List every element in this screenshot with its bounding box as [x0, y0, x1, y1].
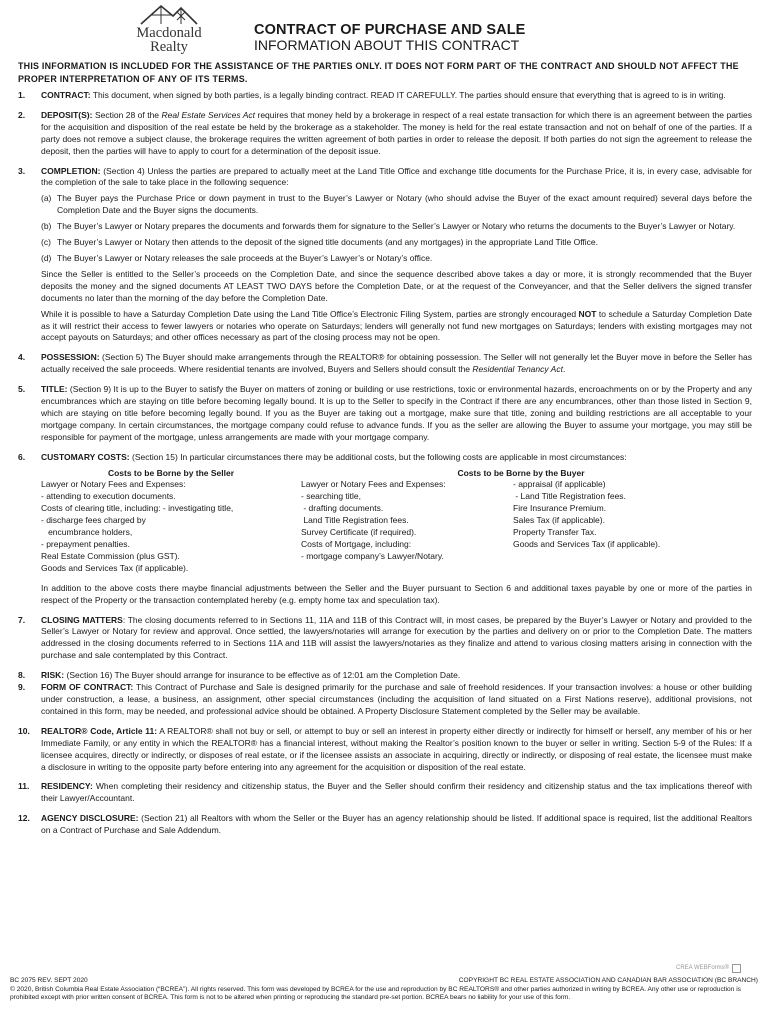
- seller-cost-line: Lawyer or Notary Fees and Expenses:: [41, 479, 186, 490]
- buyer-cost-line: Sales Tax (if applicable).: [513, 515, 605, 526]
- section-text: When completing their residency and citizenship status, the Buyer and the Seller should confirm their residency and citizenship status and the tax implications thereof with their Lawyer/Accountant.: [41, 781, 752, 804]
- section-heading: COMPLETION:: [41, 165, 101, 176]
- section-text: (Section 16) The Buyer should arrange for insurance to be effective as of 12:01 am the Completion Date.: [64, 670, 461, 681]
- section-number: 9.: [18, 682, 26, 693]
- header: [254, 22, 554, 53]
- section-text: (Section 5) The Buyer should make arrangements through the REALTOR® for obtaining possession. The Seller will not generally let the Buyer move in before the Seller has actually received the sale proceeds. Where residential tenants are involved, Buyers and Sellers should consult the: [41, 352, 752, 375]
- list-item: [41, 237, 752, 249]
- section-text-end: .: [562, 364, 566, 375]
- section-title: [18, 384, 752, 444]
- section-number: 6.: [18, 451, 26, 462]
- section-heading: REALTOR® Code, Article 11:: [41, 725, 158, 736]
- act-name: Real Estate Services Act: [161, 109, 256, 120]
- section-text: : The closing documents referred to in Sections 11, 11A and 11B of this Contract will, in most cases, be prepared by the Buyer’s Lawyer or Notary and provided to the Seller’s Lawyer or Notary for review and approval. Once settled, the lawyers/notaries will arrange for execution by the parties and delivery on or prior to the Completion Date. The matters addressed in the closing documents referred to in Sections 11A and 11B will assist the lawyers/notaries as they finalize and attend to various closing matters arising in connection with the purchase and sale contemplated by this Contract.: [41, 614, 752, 661]
- form-id: BC 2075 REV. SEPT 2020: [10, 977, 88, 984]
- buyer-cost-line: - appraisal (if applicable): [513, 479, 606, 490]
- seller-cost-line: Costs of clearing title, including: - investigating title,: [41, 503, 234, 514]
- copyright-text: © 2020, British Columbia Real Estate Association (“BCREA”). All rights reserved. This form was developed by BCREA for the use and reproduction by BC REALTORS® and other parties authorized in writing by BCREA. Any other use or reproduction is prohibited except with prior written consent of BCREA. This form is not to be altered when printing or reproducing the standard pre-set portion. BCREA bears no liability for your use of this form.: [10, 985, 741, 1002]
- section-text: (Section 15) In particular circumstances there may be additional costs, but the following costs are applicable in most circumstances:: [129, 451, 627, 462]
- section-heading: RESIDENCY:: [41, 781, 93, 792]
- buyer-cost-line: - Land Title Registration fees.: [513, 491, 626, 502]
- buyer-costs-heading: Costs to be Borne by the Buyer: [457, 467, 585, 478]
- section-heading: AGENCY DISCLOSURE:: [41, 813, 139, 824]
- seller-cost-line: encumbrance holders,: [41, 527, 133, 538]
- sections-list: [18, 90, 752, 845]
- costs-table: [41, 468, 752, 575]
- logo-line-2: Realty: [150, 39, 188, 55]
- section-number: 11.: [18, 781, 30, 792]
- section-number: 5.: [18, 384, 26, 395]
- act-name: Residential Tenancy Act: [472, 364, 563, 375]
- additional-costs-paragraph: In addition to the above costs there maybe financial adjustments between the Seller and the Buyer pursuant to Section 6 and additional taxes payable by one or more of the parties in respect of the Property or the transaction contemplated hereby (e.g. empty home tax and speculation tax).: [41, 582, 752, 605]
- section-number: 7.: [18, 614, 26, 625]
- list-label: (d): [41, 252, 52, 263]
- seller-cost-line: - discharge fees charged by: [41, 515, 146, 526]
- section-risk: [18, 670, 752, 682]
- section-deposits: [18, 110, 752, 158]
- buyer-cost-line: Fire Insurance Premium.: [513, 503, 607, 514]
- section-heading: CUSTOMARY COSTS:: [41, 451, 130, 462]
- section-closing-matters: [18, 615, 752, 663]
- buyer-cost-line: - drafting documents.: [301, 503, 384, 514]
- section-heading: CONTRACT:: [41, 90, 91, 100]
- section-heading: CLOSING MATTERS: [41, 614, 123, 625]
- list-item: [41, 253, 752, 265]
- page-footer: [10, 977, 758, 1003]
- section-number: 8.: [18, 670, 26, 681]
- buyer-cost-line: Lawyer or Notary Fees and Expenses:: [301, 479, 446, 490]
- section-contract: [18, 90, 752, 102]
- buyer-cost-line: - mortgage company’s Lawyer/Notary.: [301, 550, 444, 561]
- section-text: requires that money held by a brokerage in respect of a real estate transaction for which there is an agreement between the parties for the acquisition and disposition of the real estate be held by the brokerage as a stakeholder. The money is held for the real estate transaction and not on behalf of one of the parties. If a party does not remove a subject clause, the brokerage requires the written agreement of both parties in order to release the deposit. If both parties do not sign the agreement to release the deposit, then the parties will have to apply to court for a determination of the deposit issue.: [41, 109, 752, 156]
- section-number: 1.: [18, 90, 26, 100]
- section-heading: FORM OF CONTRACT:: [41, 682, 134, 693]
- section-text: Section 28 of the: [92, 109, 162, 120]
- seller-cost-line: - attending to execution documents.: [41, 491, 176, 502]
- crea-logo-icon: [732, 964, 741, 973]
- list-label: (c): [41, 237, 51, 248]
- section-completion: [18, 166, 752, 345]
- section-customary-costs: [18, 452, 752, 607]
- section-text: (Section 21) all Realtors with whom the Seller or the Buyer has an agency relationship should be listed. If additional space is required, list the additional Realtors on a Contract of Purchase and Sale Addendum.: [41, 813, 752, 836]
- section-heading: TITLE:: [41, 384, 68, 395]
- seller-cost-line: - prepayment penalties.: [41, 539, 130, 549]
- crea-webforms-watermark: [676, 962, 756, 974]
- page-subtitle: INFORMATION ABOUT THIS CONTRACT: [254, 37, 520, 53]
- intro-notice: THIS INFORMATION IS INCLUDED FOR THE ASSISTANCE OF THE PARTIES ONLY. IT DOES NOT FORM PART OF THE CONTRACT AND SHOULD NOT AFFECT THE PROPER INTERPRETATION OF ANY OF ITS TERMS.: [18, 61, 739, 85]
- buyer-cost-line: Costs of Mortgage, including:: [301, 539, 412, 549]
- buyer-cost-line: Land Title Registration fees.: [301, 515, 409, 526]
- list-text: The Buyer’s Lawyer or Notary releases the sale proceeds at the Buyer’s Lawyer’s or Notary’s office.: [57, 252, 433, 263]
- section-number: 4.: [18, 352, 26, 363]
- seller-costs-heading: Costs to be Borne by the Seller: [107, 467, 235, 478]
- paragraph-text: While it is possible to have a Saturday Completion Date using the Land Title Office’s Electronic Filing System, parties are strongly encouraged: [41, 308, 579, 319]
- copyright-heading: COPYRIGHT BC REAL ESTATE ASSOCIATION AND CANADIAN BAR ASSOCIATION (BC BRANCH): [458, 977, 758, 984]
- section-number: 12.: [18, 813, 30, 824]
- list-text: The Buyer’s Lawyer or Notary then attends to the deposit of the signed title documents (and any mortgages) in the appropriate Land Title Office.: [57, 237, 599, 248]
- section-text: This Contract of Purchase and Sale is designed primarily for the purchase and sale of freehold residences. If your transaction involves: a house or other building under construction, a lease, a business, an assignment, other special circumstances (including the acquisition of land situated on a First Nations reserve), additional provisions, not contained in this form, may be needed, and professional advice should be obtained. A Property Disclosure Statement completed by the Seller may be available.: [41, 682, 752, 716]
- list-item: [41, 221, 752, 233]
- seller-cost-line: Real Estate Commission (plus GST).: [41, 550, 180, 561]
- buyer-cost-line: Goods and Services Tax (if applicable).: [513, 539, 661, 549]
- section-residency: [18, 781, 752, 805]
- buyer-cost-line: Property Transfer Tax.: [513, 527, 597, 538]
- buyer-costs-column: [301, 468, 741, 575]
- buyer-cost-line: Survey Certificate (if required).: [301, 527, 417, 538]
- section-realtor-code: [18, 726, 752, 774]
- watermark-text: CREA WEBForms®: [676, 965, 730, 971]
- section-text: (Section 9) It is up to the Buyer to satisfy the Buyer on matters of zoning or building or use restrictions, toxic or environmental hazards, encroachments on or by the Property and any encumbrances which are staying on title before becoming legally bound. It is up to the Seller to specify in the Contract if there are any encumbrances, other than those listed in Section 9, which are staying on title before becoming legally bound. If you as the Buyer are taking out a mortgage, make sure that title, zoning and building restrictions are all acceptable to your mortgage company. In certain circumstances, the mortgage company could refuse to advance funds. If you as the seller are allowing the Buyer to assume your mortgage, you may still be responsible for payment of the mortgage, unless arrangements are made with your mortgage company.: [41, 384, 752, 442]
- section-text: (Section 4) Unless the parties are prepared to actually meet at the Land Title Office and exchange title documents for the Purchase Price, it is, in every case, advisable for the completion of the sale to take place in the following sequence:: [41, 165, 752, 188]
- section-possession: [18, 352, 752, 376]
- section-heading: POSSESSION:: [41, 352, 100, 363]
- section-form-of-contract: [18, 682, 752, 718]
- paragraph-text: to schedule a Saturday Completion Date as it will restrict their access to fewer lawyers or notaries who operate on Saturdays; lenders will generally not fund new mortgages on Saturdays; lenders with existing mortgages may not accept payouts on Saturdays; and other offices necessary as part of the closing process may not be open.: [41, 308, 752, 343]
- logo-line-1: Macdonald: [136, 25, 202, 41]
- completion-paragraph: Since the Seller is entitled to the Seller’s proceeds on the Completion Date, and since the sequence described above takes a day or more, it is strongly recommended that the Buyer deposits the money and the signed documents AT LEAST TWO DAYS before the Completion Date, or at the request of the Conveyancer, and that the Seller delivers the signed transfer documents no later than the morning of the day before the Completion Date.: [41, 268, 752, 303]
- list-label: (b): [41, 221, 52, 232]
- seller-cost-line: Goods and Services Tax (if applicable).: [41, 562, 189, 573]
- house-roof-icon: [137, 2, 201, 26]
- section-text: A REALTOR® shall not buy or sell, or attempt to buy or sell an interest in property either directly or indirectly for himself or herself, any member of his or her Immediate Family, or any entity in which the REALTOR® has a financial interest, without making the Realtor’s position known to the buyer or seller in writing. Section 5-9 of the Rules: If a licensee acquires, directly or indirectly, or disposes of real estate, or if the licensee assists an associate in acquiring, directly or indirectly, or disposing of real estate, the licensee must make a disclosure in writing to the opposite party before entering into any agreement for the acquisition or disposition of the real estate.: [41, 725, 752, 772]
- page-title: CONTRACT OF PURCHASE AND SALE: [254, 22, 526, 38]
- section-text: This document, when signed by both parties, is a legally binding contract. READ IT CAREFULLY. The parties should ensure that everything that is agreed to is in writing.: [90, 90, 726, 100]
- section-number: 10.: [18, 725, 30, 736]
- list-label: (a): [41, 193, 52, 204]
- section-number: 3.: [18, 165, 26, 176]
- section-number: 2.: [18, 109, 26, 120]
- emphasis-not: NOT: [578, 308, 597, 319]
- buyer-cost-line: - searching title,: [301, 491, 361, 502]
- section-agency-disclosure: [18, 813, 752, 837]
- seller-costs-column: [41, 468, 301, 575]
- list-text: The Buyer pays the Purchase Price or down payment in trust to the Buyer’s Lawyer or Notary (who should advise the Buyer of the exact amount required) several days before the Completion Date and the Buyer signs the documents.: [57, 193, 752, 216]
- macdonald-realty-logo: [130, 2, 208, 60]
- list-item: [41, 193, 752, 217]
- section-heading: RISK:: [41, 670, 65, 681]
- section-heading: DEPOSIT(S):: [41, 109, 93, 120]
- saturday-paragraph: [41, 309, 752, 345]
- list-text: The Buyer’s Lawyer or Notary prepares the documents and forwards them for signature to the Seller’s Lawyer or Notary who returns the documents to the Buyer’s Lawyer or Notary.: [57, 221, 736, 232]
